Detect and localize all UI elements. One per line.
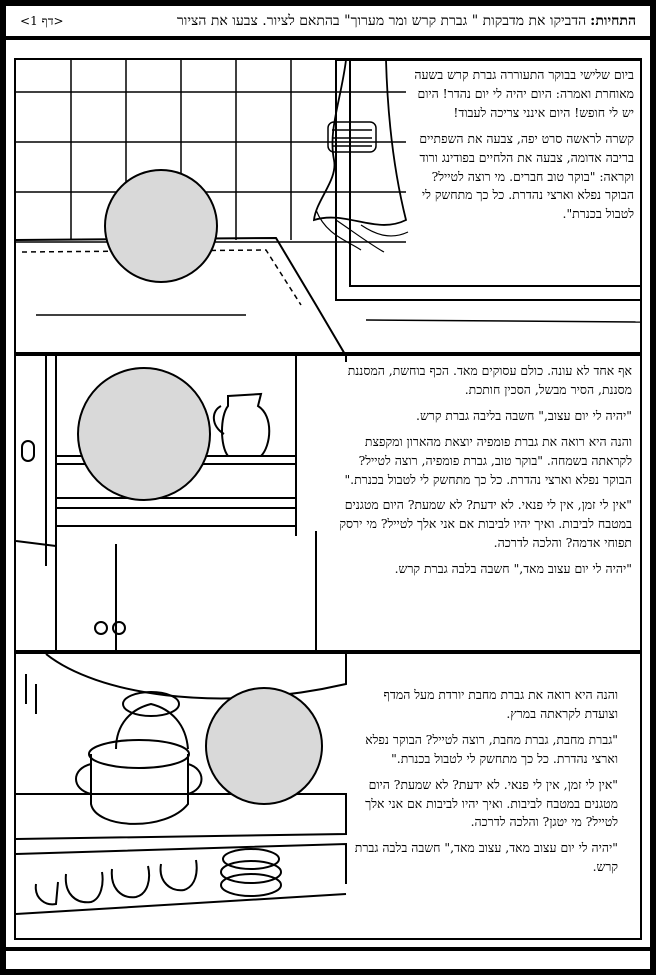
paragraph: ביום שלישי בבוקר התעוררה גברת קרש בשעה מאוחרת ואמרה: היום יהיה לי יום נהדר! היום יש לי חופש! היום אינני צריכה לעבוד! — [414, 67, 634, 120]
paragraph: קשרה לראשה סרט יפה, צבעה את השפתיים בריבה אדומה, צבעה את הלחיים בפודינג ורוד וקראה: "בוקר טוב חברים. מי רוצה לטייל? הבוקר נפלא וארצי נהדרת. כל כך מתחשק לי לטבול בכנרת". — [419, 130, 634, 222]
stacked-pots — [76, 692, 202, 824]
curtain — [314, 60, 408, 252]
page-number: <דף 1> — [20, 13, 64, 28]
sticker-placeholder-circle[interactable] — [206, 688, 322, 804]
jug — [214, 394, 269, 456]
bed — [16, 238, 642, 354]
paragraph: "יהיה לי יום עצוב מאד," חשבה בלבה גברת קרש. — [394, 561, 632, 577]
cups-and-plates — [16, 849, 346, 914]
sticker-placeholder-circle[interactable] — [105, 170, 217, 282]
instructions-text: הדביקו את מדבקות " גברת קרש ומר מערוך" בהתאם לציור. צבעו את הציור — [176, 12, 587, 29]
paragraph: "אין לי זמן, אין לי פנאי. לא ידעת? לא שמעת? היום מטגנים במטבח לביבות. ואיך יהיו לביבות אם אני אלך לטייל? מי יטגן? והלכה לדרכה. — [365, 776, 618, 830]
story-panel-1 — [14, 58, 642, 354]
story-text-panel-3 — [350, 686, 618, 884]
paragraph: "אין לי זמן, אין לי פנאי. לא ידעת? לא שמעת? היום מטגנים במטבח לביבות. ואיך יהיו לביבות אם אני אלך לטייל? מי ירסק תפוחי אדמה? והלכה לדרכה. — [339, 497, 632, 551]
bottom-bar — [6, 947, 650, 969]
paragraph: "גברת מחבת, גברת מחבת, רוצה לטייל? הבוקר נפלא וארצי נהדרת. כל כך מתחשק לי לטבול בכנרת." — [365, 731, 618, 766]
paragraph: והנה היא רואה את גברת מחבת יורדת מעל המדף וצועדת לקראתה במרץ. — [383, 687, 618, 721]
paragraph: "יהיה לי יום עצוב מאד, עצוב מאד," חשבה בלבה גברת קרש. — [354, 840, 618, 875]
paragraph: "יהיה לי יום עצוב," חשבה בליבה גברת קרש. — [416, 407, 632, 423]
paragraph: והנה היא רואה את גברת פומפיה יוצאת מהארון ומקפצת לקראתה בשמחה. "בוקר טוב, גברת פומפיה, רוצה לטייל? הבוקר נפלא וארצי נהדרת. כל כך מתחשק לי לטבול בכנרת." — [344, 433, 632, 487]
shelf — [16, 794, 346, 884]
story-text-panel-2 — [332, 362, 632, 586]
story-panel-2 — [14, 354, 642, 652]
sticker-placeholder-circle[interactable] — [78, 368, 210, 500]
instructions-header — [6, 6, 650, 40]
story-panel-3 — [14, 652, 642, 940]
paragraph: אף אחד לא עונה. כולם עסוקים מאד. הכף בוחשת, המסננת מסננת, הסיר מבשל, הסכין חותכת. — [347, 363, 632, 397]
story-text-panel-1 — [409, 66, 634, 231]
instructions-label: התחיות: — [590, 12, 636, 29]
